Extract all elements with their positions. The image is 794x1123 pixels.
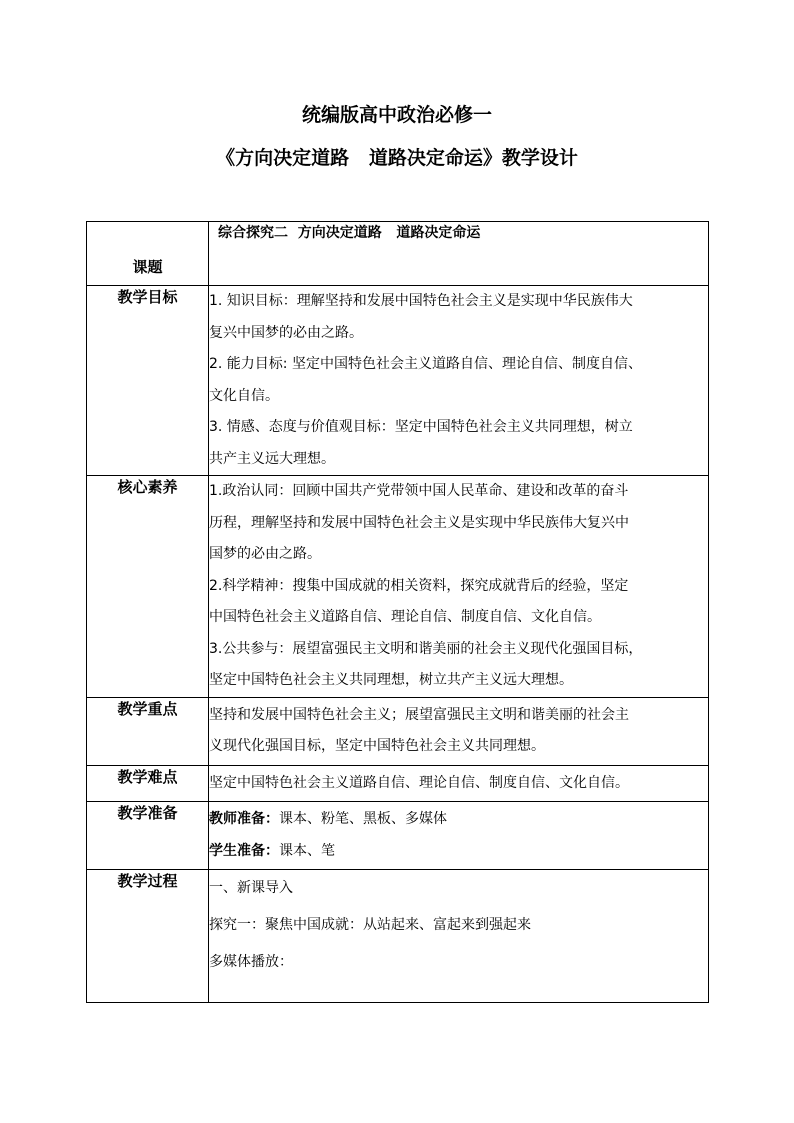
table-row-goals — [87, 286, 709, 476]
topic-label: 课题 — [87, 222, 209, 286]
literacy-line: 坚定中国特色社会主义共同理想，树立共产主义远大理想。 — [209, 672, 573, 688]
table-row-literacy — [87, 476, 709, 698]
student-preparation — [209, 836, 708, 868]
process-line: 多媒体播放： — [209, 954, 293, 970]
teacher-preparation-value: 课本、粉笔、黑板、多媒体 — [279, 811, 447, 827]
literacy-label: 核心素养 — [87, 476, 209, 698]
key-points-content — [209, 697, 709, 765]
document-title: 统编版高中政治必修一 — [301, 104, 492, 126]
document-subtitle: 《方向决定道路 道路决定命运》教学设计 — [216, 147, 578, 169]
literacy-line: 中国特色社会主义道路自信、理论自信、制度自信、文化自信。 — [209, 609, 601, 625]
table-row-difficulties — [87, 765, 709, 802]
lesson-plan-table — [86, 221, 709, 1003]
preparation-content — [209, 802, 709, 870]
literacy-line: 3.公共参与：展望富强民主文明和谐美丽的社会主义现代化强国目标， — [209, 640, 643, 657]
literacy-line: 历程，理解坚持和发展中国特色社会主义是实现中华民族伟大复兴中 — [209, 514, 629, 531]
goals-line: 文化自信。 — [209, 387, 279, 404]
goals-label: 教学目标 — [87, 286, 209, 476]
literacy-line: 国梦的必由之路。 — [209, 546, 321, 562]
difficulties-content — [209, 765, 709, 802]
difficulties-label: 教学难点 — [87, 765, 209, 802]
teacher-preparation-label: 教师准备： — [209, 811, 279, 827]
student-preparation-label: 学生准备： — [209, 842, 279, 859]
table-row-preparation — [87, 802, 709, 870]
goals-line: 2. 能力目标: 坚定中国特色社会主义道路自信、理论自信、制度自信、 — [209, 356, 642, 372]
preparation-label: 教学准备 — [87, 802, 209, 870]
goals-line: 1. 知识目标：理解坚持和发展中国特色社会主义是实现中华民族伟大 — [209, 293, 633, 309]
process-label: 教学过程 — [87, 870, 209, 1003]
table-row-topic — [87, 222, 709, 286]
process-content — [209, 870, 709, 1003]
key-points-label: 教学重点 — [87, 697, 209, 765]
table-row-key-points — [87, 697, 709, 765]
process-line: 一、新课导入 — [209, 880, 293, 896]
teacher-preparation — [209, 804, 708, 836]
literacy-line: 2.科学精神：搜集中国成就的相关资料，探究成就背后的经验，坚定 — [209, 577, 629, 594]
table-row-process — [87, 870, 709, 1003]
goals-line: 3. 情感、态度与价值观目标：坚定中国特色社会主义共同理想，树立 — [209, 419, 633, 435]
difficulties-line: 坚定中国特色社会主义道路自信、理论自信、制度自信、文化自信。 — [209, 774, 629, 791]
key-points-line: 义现代化强国目标，坚定中国特色社会主义共同理想。 — [209, 738, 545, 754]
key-points-line: 坚持和发展中国特色社会主义；展望富强民主文明和谐美丽的社会主 — [209, 706, 629, 723]
goals-line: 复兴中国梦的必由之路。 — [209, 324, 363, 341]
literacy-content — [209, 476, 709, 698]
student-preparation-value: 课本、笔 — [279, 842, 335, 859]
literacy-line: 1.政治认同：回顾中国共产党带领中国人民革命、建设和改革的奋斗 — [209, 483, 629, 499]
goals-content — [209, 286, 709, 476]
goals-line: 共产主义远大理想。 — [209, 450, 335, 467]
process-line: 探究一：聚焦中国成就：从站起来、富起来到强起来 — [209, 917, 531, 933]
topic-value: 综合探究二 方向决定道路 道路决定命运 — [209, 222, 709, 286]
